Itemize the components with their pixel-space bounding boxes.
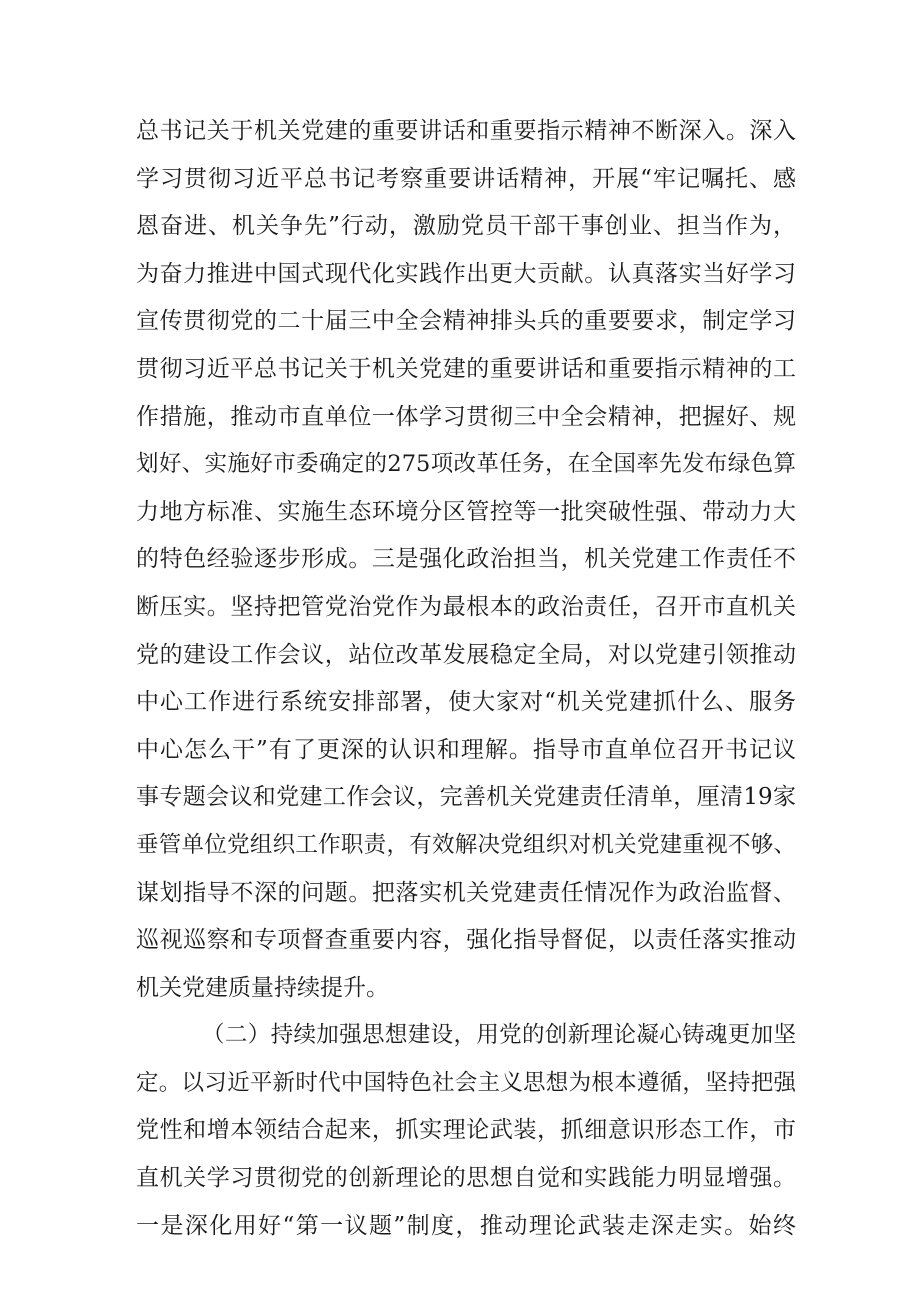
text-line: 恩奋进、机关争先”行动，激励党员干部干事创业、担当作为， bbox=[136, 213, 796, 240]
text-line: 党的建设工作会议，站位改革发展稳定全局，对以党建引领推动 bbox=[136, 641, 796, 668]
text-line: 谋划指导不深的问题。把落实机关党建责任情况作为政治监督、 bbox=[136, 879, 796, 906]
text-line: 巡视巡察和专项督查重要内容，强化指导督促，以责任落实推动 bbox=[136, 927, 796, 954]
section-heading-line: （二）持续加强思想建设，用党的创新理论凝心铸魂更加坚 bbox=[202, 1022, 796, 1049]
text-line: 贯彻习近平总书记关于机关党建的重要讲话和重要指示精神的工 bbox=[136, 355, 796, 382]
text-line: 事专题会议和党建工作会议，完善机关党建责任清单，厘清19家 bbox=[136, 784, 796, 811]
text-line: 划好、实施好市委确定的275项改革任务，在全国率先发布绿色算 bbox=[136, 451, 796, 478]
text-line: 定。以习近平新时代中国特色社会主义思想为根本遵循，坚持把强 bbox=[136, 1069, 796, 1096]
text-line: 学习贯彻习近平总书记考察重要讲话精神，开展“牢记嘱托、感 bbox=[136, 165, 796, 192]
text-line: 宣传贯彻党的二十届三中全会精神排头兵的重要要求，制定学习 bbox=[136, 308, 796, 335]
body-text bbox=[136, 108, 796, 1250]
text-line: 党性和增本领结合起来，抓实理论武装，抓细意识形态工作，市 bbox=[136, 1117, 796, 1144]
text-line: 力地方标准、实施生态环境分区管控等一批突破性强、带动力大 bbox=[136, 498, 796, 525]
text-line: 直机关学习贯彻党的创新理论的思想自觉和实践能力明显增强。 bbox=[136, 1165, 796, 1192]
text-line: 的特色经验逐步形成。三是强化政治担当，机关党建工作责任不 bbox=[136, 546, 796, 573]
text-line: 作措施，推动市直单位一体学习贯彻三中全会精神，把握好、规 bbox=[136, 403, 796, 430]
paragraph-end-line: 机关党建质量持续提升。 bbox=[136, 974, 389, 1001]
text-line: 为奋力推进中国式现代化实践作出更大贡献。认真落实当好学习 bbox=[136, 260, 796, 287]
text-line: 垂管单位党组织工作职责，有效解决党组织对机关党建重视不够、 bbox=[136, 831, 796, 858]
text-line: 总书记关于机关党建的重要讲话和重要指示精神不断深入。深入 bbox=[136, 118, 796, 144]
text-line: 一是深化用好“第一议题”制度，推动理论武装走深走实。始终 bbox=[136, 1212, 796, 1239]
text-line: 断压实。坚持把管党治党作为最根本的政治责任，召开市直机关 bbox=[136, 593, 796, 620]
text-line: 中心工作进行系统安排部署，使大家对“机关党建抓什么、服务 bbox=[136, 689, 796, 716]
text-line: 中心怎么干”有了更深的认识和理解。指导市直单位召开书记议 bbox=[136, 736, 796, 763]
